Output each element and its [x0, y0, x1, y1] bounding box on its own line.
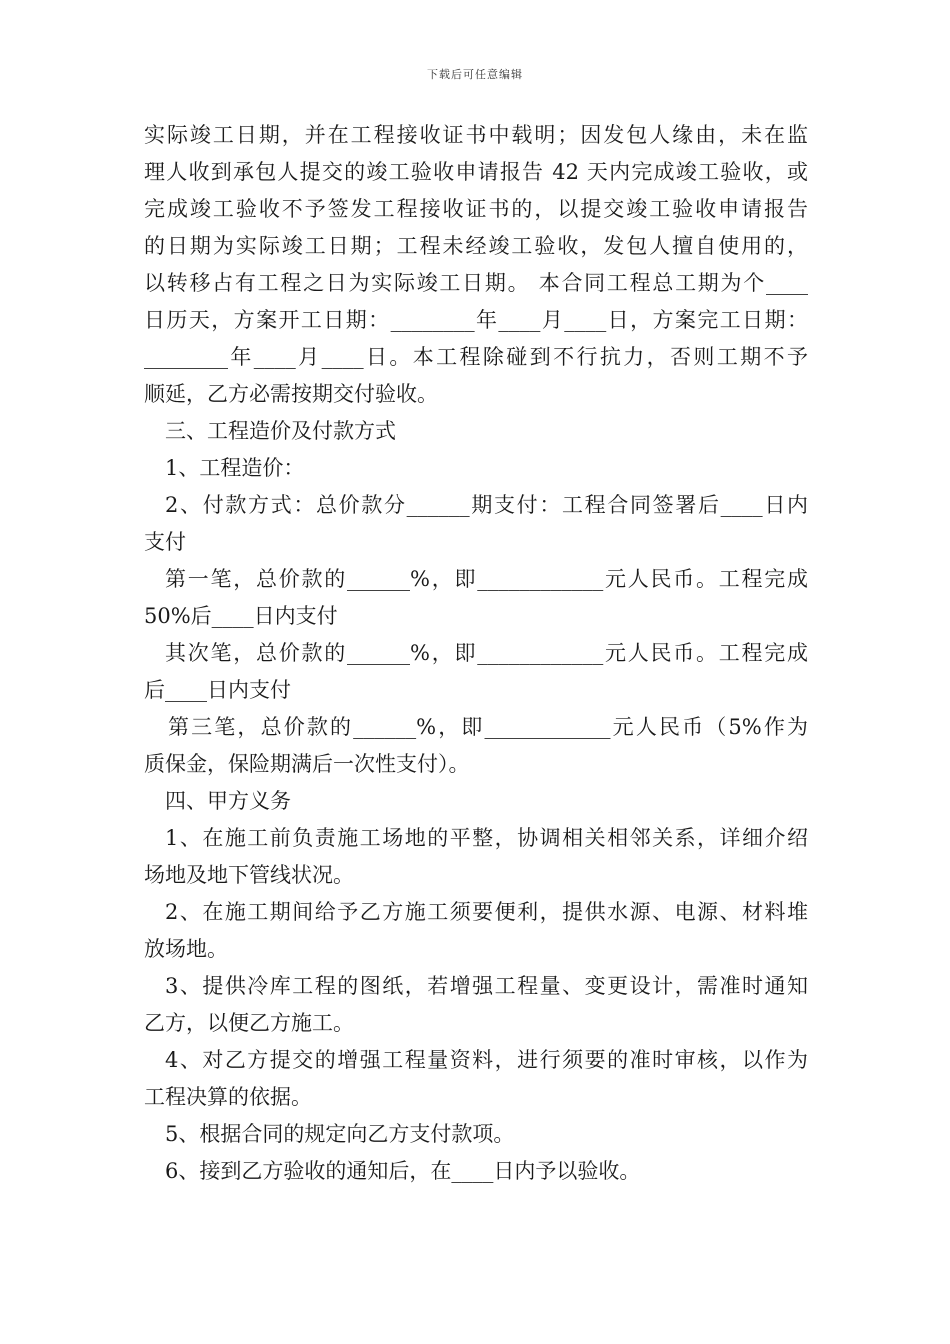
- text-line: 顺延，乙方必需按期交付验收。: [144, 382, 438, 406]
- text-line: 第一笔，总价款的______%，即____________元人民币。工程完成: [165, 567, 808, 591]
- text-line: 其次笔，总价款的______%，即____________元人民币。工程完成: [165, 641, 808, 665]
- text-line: 4、对乙方提交的增强工程量资料，进行须要的准时审核，以作为: [165, 1048, 808, 1072]
- text-line: 1、在施工前负责施工场地的平整，协调相关相邻关系，详细介绍: [165, 826, 808, 850]
- text-line: 四、甲方义务: [165, 789, 291, 813]
- text-line: 3、提供冷库工程的图纸，若增强工程量、变更设计，需准时通知: [165, 974, 808, 998]
- document-body: [144, 117, 808, 1190]
- text-line: 6、接到乙方验收的通知后，在____日内予以验收。: [165, 1159, 641, 1183]
- text-line: 乙方，以便乙方施工。: [144, 1011, 354, 1035]
- text-line: 完成竣工验收不予签发工程接收证书的，以提交竣工验收申请报告: [144, 197, 808, 221]
- text-line: 工程决算的依据。: [144, 1085, 312, 1109]
- text-line: 实际竣工日期，并在工程接收证书中载明；因发包人缘由，未在监: [144, 123, 808, 147]
- text-line: 第三笔，总价款的______%，即____________元人民币（5%作为: [168, 715, 808, 739]
- text-line: 放场地。: [144, 937, 228, 961]
- page-header: 下载后可任意编辑: [427, 68, 523, 81]
- text-line: 质保金，保险期满后一次性支付）。: [144, 752, 470, 776]
- text-line: 日历天，方案开工日期：________年____月____日，方案完工日期：: [144, 308, 808, 332]
- text-line: 理人收到承包人提交的竣工验收申请报告 42 天内完成竣工验收，或: [144, 160, 808, 184]
- text-line: 支付: [144, 530, 186, 554]
- text-line: ________年____月____日。本工程除碰到不行抗力，否则工期不予: [144, 345, 808, 369]
- text-line: 后____日内支付: [144, 678, 291, 702]
- text-line: 1、工程造价：: [165, 456, 305, 480]
- text-line: 2、在施工期间给予乙方施工须要便利，提供水源、电源、材料堆: [165, 900, 808, 924]
- text-line: 三、工程造价及付款方式: [165, 419, 396, 443]
- text-line: 50%后____日内支付: [144, 604, 338, 628]
- text-line: 场地及地下管线状况。: [144, 863, 354, 887]
- text-line: 2、付款方式：总价款分______期支付：工程合同签署后____日内: [165, 493, 808, 517]
- text-line: 5、根据合同的规定向乙方支付款项。: [165, 1122, 515, 1146]
- text-line: 以转移占有工程之日为实际竣工日期。 本合同工程总工期为个____: [144, 271, 808, 295]
- text-line: 的日期为实际竣工日期；工程未经竣工验收，发包人擅自使用的，: [144, 234, 808, 258]
